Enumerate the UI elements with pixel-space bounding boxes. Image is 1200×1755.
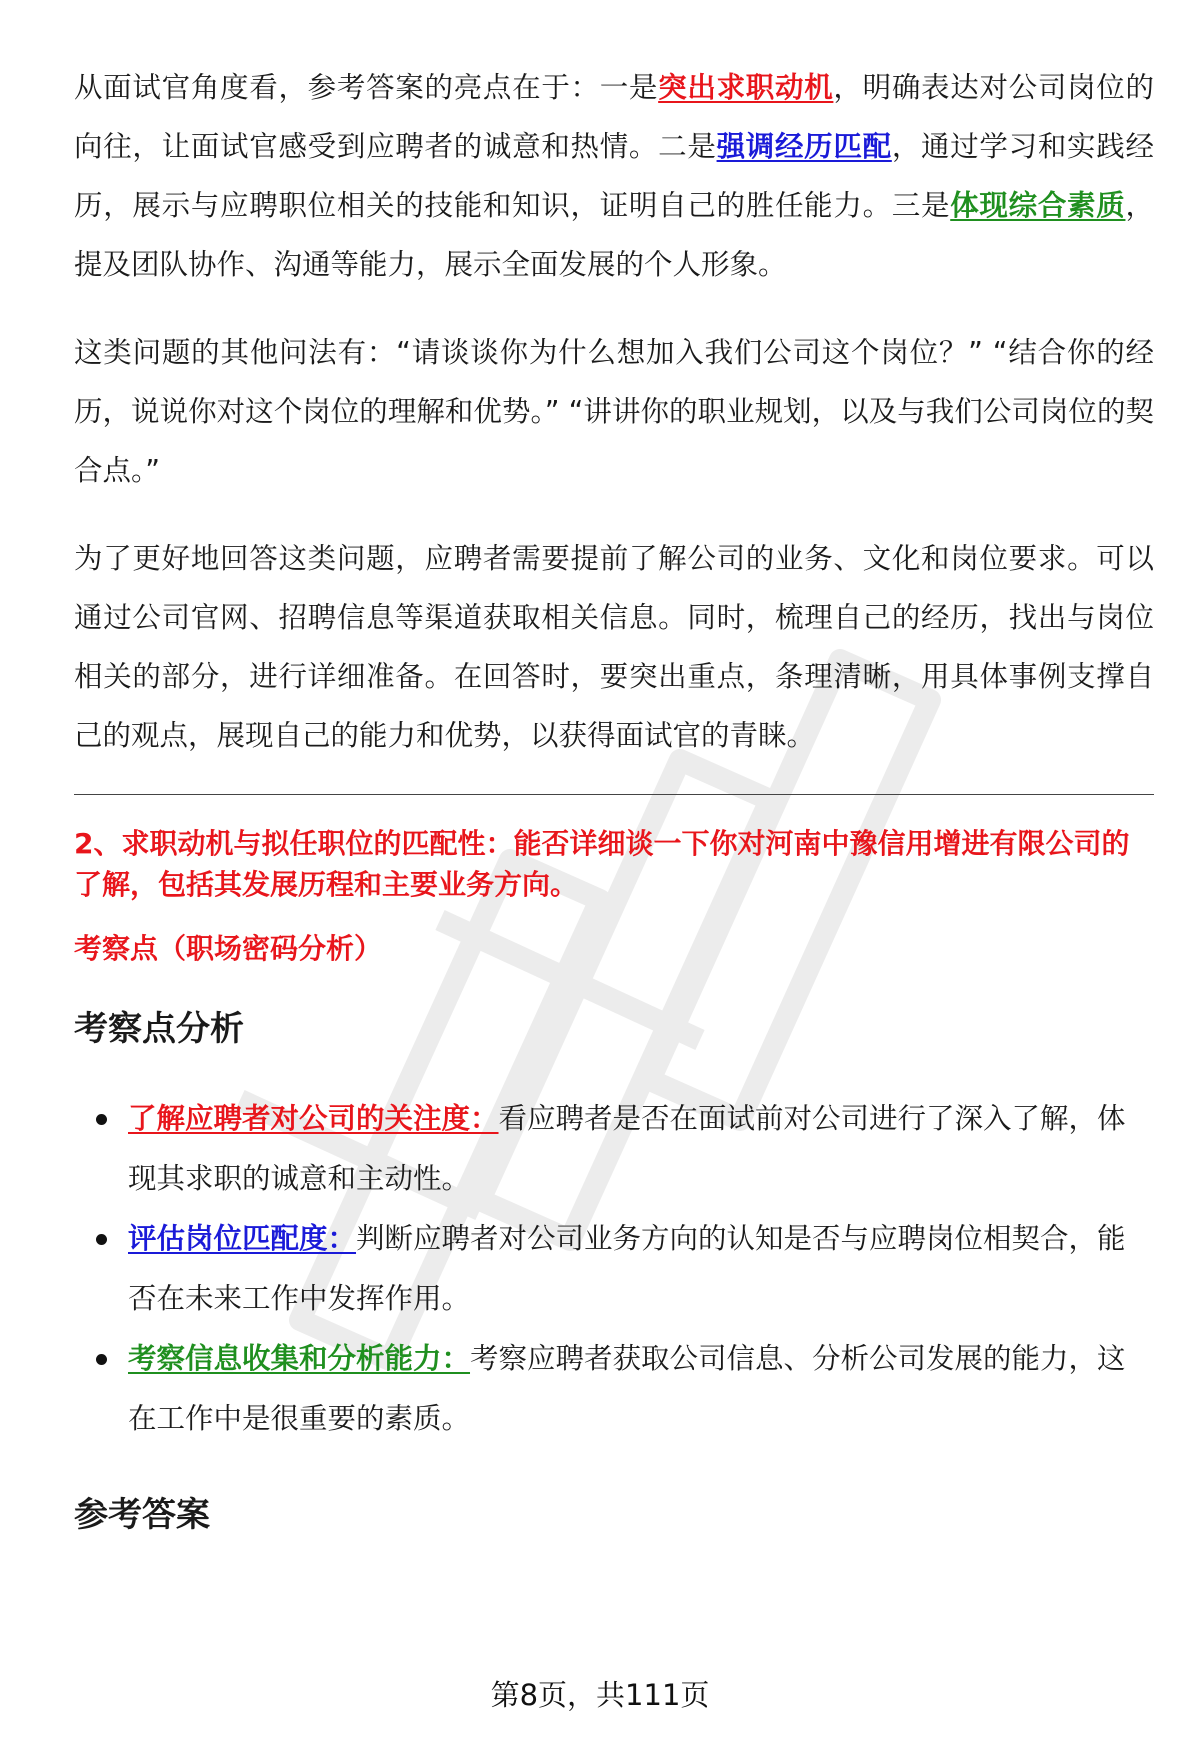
question-title: 2、求职动机与拟任职位的匹配性：能否详细谈一下你对河南中豫信用增进有限公司的了解，包括其发展历程和主要业务方向。 xyxy=(74,827,1130,901)
list-item xyxy=(74,1209,1154,1329)
bullet-icon xyxy=(96,1234,107,1245)
highlight-paragraph xyxy=(74,58,1154,294)
item-label: 考察信息收集和分析能力： xyxy=(128,1342,471,1375)
highlight-motivation: 突出求职动机 xyxy=(658,71,834,104)
preparation-paragraph: 为了更好地回答这类问题，应聘者需要提前了解公司的业务、文化和岗位要求。可以通过公司官网、招聘信息等渠道获取相关信息。同时，梳理自己的经历，找出与岗位相关的部分，进行详细准备。在回答时，要突出重点，条理清晰，用具体事例支撑自己的观点，展现自己的能力和优势，以获得面试官的青睐。 xyxy=(74,542,1154,752)
highlight-experience: 强调经历匹配 xyxy=(716,130,892,163)
analysis-heading: 考察点分析 xyxy=(74,1009,244,1049)
item-text: 看应聘者是否在面试前对公司进行了深入了解，体现其求职的诚意和主动性。 xyxy=(128,1102,1126,1195)
highlight-quality: 体现综合素质 xyxy=(950,189,1126,222)
list-item xyxy=(74,1089,1154,1209)
para1-text-4: ，提及团队协作、沟通等能力，展示全面发展的个人形象。 xyxy=(74,189,1154,281)
bullet-icon xyxy=(96,1354,107,1365)
para1-text-2: ，明确表达对公司岗位的向往，让面试官感受到应聘者的诚意和热情。二是 xyxy=(74,71,1154,163)
alternate-questions-paragraph: 这类问题的其他问法有：“请谈谈你为什么想加入我们公司这个岗位？” “结合你的经历，说说你对这个岗位的理解和优势。” “讲讲你的职业规划，以及与我们公司岗位的契合点。” xyxy=(74,336,1154,487)
para1-text-1: 从面试官角度看，参考答案的亮点在于：一是 xyxy=(74,71,659,104)
para1-text-3: ，通过学习和实践经历，展示与应聘职位相关的技能和知识，证明自己的胜任能力。三是 xyxy=(74,130,1154,222)
item-text: 考察应聘者获取公司信息、分析公司发展的能力，这在工作中是很重要的素质。 xyxy=(128,1342,1126,1435)
item-label: 了解应聘者对公司的关注度： xyxy=(128,1102,499,1135)
page-number: 第8页，共111页 xyxy=(490,1678,710,1712)
analysis-list xyxy=(74,1089,1154,1449)
kaochadian-label: 考察点（职场密码分析） xyxy=(74,932,383,965)
answer-heading: 参考答案 xyxy=(74,1495,210,1535)
section-divider xyxy=(74,794,1154,795)
document-page xyxy=(74,58,1154,1575)
bullet-icon xyxy=(96,1114,107,1125)
list-item xyxy=(74,1329,1154,1449)
item-text: 判断应聘者对公司业务方向的认知是否与应聘岗位相契合，能否在未来工作中发挥作用。 xyxy=(128,1222,1126,1315)
item-label: 评估岗位匹配度： xyxy=(128,1222,357,1255)
